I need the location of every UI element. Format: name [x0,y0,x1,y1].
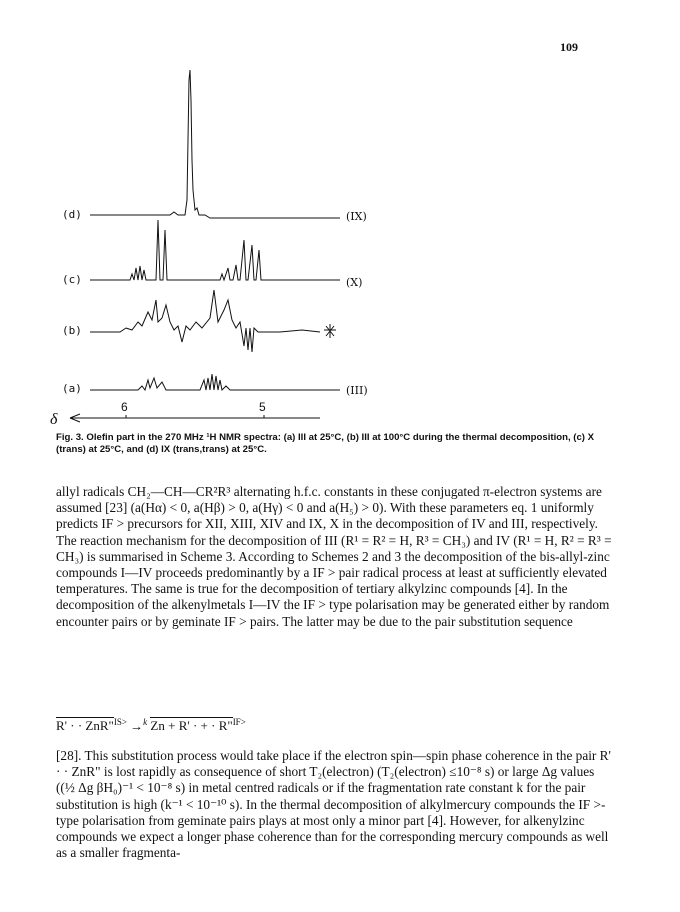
body-paragraph-1 [56,484,616,630]
pair-substitution-sequence [56,717,616,741]
trace-d [90,70,340,218]
spectra-svg [40,60,640,430]
trace-b [90,290,320,352]
trace-a [90,374,340,390]
tick-label-5: 5 [259,400,266,414]
sequence-left: R' · · ZnR" [56,718,114,734]
compound-label-iii: (III) [346,384,368,397]
trace-label-d: (d) [62,208,82,221]
nmr-spectra-figure [40,60,640,430]
caption-text: Olefin part in the 270 MHz ¹H NMR spectra: (a) III at 25°C, (b) III at 100°C during the thermal decomposition, (c) X (trans) at 25°C, and (d) IX (trans,trans) at 25°C. [56,432,595,455]
sequence-right-sup: IF> [232,717,246,727]
compound-label-x: (X) [346,276,363,289]
trace-label-b: (b) [62,324,82,337]
body-paragraph-2 [56,748,616,861]
compound-label-ix: (IX) [346,210,367,223]
trace-label-a: (a) [62,382,82,395]
delta-symbol: δ [50,411,58,428]
figure-caption [56,432,616,456]
trace-c [90,220,340,280]
page-number: 109 [560,40,578,54]
caption-label: Fig. 3. [56,432,84,443]
tick-label-6: 6 [121,400,128,414]
trace-label-c: (c) [62,273,82,286]
delta-axis [70,414,320,422]
sequence-right: Zn + R' · + · R" [150,718,233,734]
sequence-arrow: → [130,718,144,734]
sequence-left-sup: IS> [113,717,127,727]
sequence-k: k [143,717,148,727]
paragraph-text-2: [28]. This substitution process would take place if the electron spin—spin phase coherence in the pair R' · · ZnR" is lost rapidly as consequence of short T₂(electron) (T₂(electron) ≤10⁻⁸ s) or large Δg values ((½ Δg βH₀)⁻¹ < 10⁻⁸ s) in metal centred radicals or if the fragmentation rate constant k for the pair substitution is high (k⁻¹ < 10⁻¹⁰ s). In the thermal decomposition of alkylmercury compounds the IF >-type polarisation from geminate pairs plays at most only a minor part [4]. However, for alkenylzinc compounds we expect a longer phase coherence than for the corresponding mercury compounds as well as a smaller fragmenta- [56,748,611,861]
paragraph-text-1: allyl radicals CH₂—CH—CR²R³ alternating h.f.c. constants in these conjugated π-electron systems are assumed [23] (a(Hα) < 0, a(Hβ) > 0, a(Hγ) < 0 and a(H₅) > 0). With these parameters eq. 1 uniformly predicts IF > precursors for XII, XIII, XIV and IX, X in the decomposition of IV and III, respectively. The reaction mechanism for the decomposition of III (R¹ = R² = H, R³ = CH₃) and IV (R¹ = H, R² = R³ = CH₃) is summarised in Scheme 3. According to Schemes 2 and 3 the decomposition of the bis-allyl-zinc compounds I—IV proceeds predominantly by a IF > pair radical process at least at sufficiently elevated temperatures. The same is true for the decomposition of tertiary alkylzinc compounds [4]. In the decomposition of the alkenylmetals I—IV the IF > type polarisation may be generated either by random encounter pairs or by geminate IF > pairs. The latter may be due to the pair substitution sequence [56,484,612,629]
star-marker [324,324,336,338]
